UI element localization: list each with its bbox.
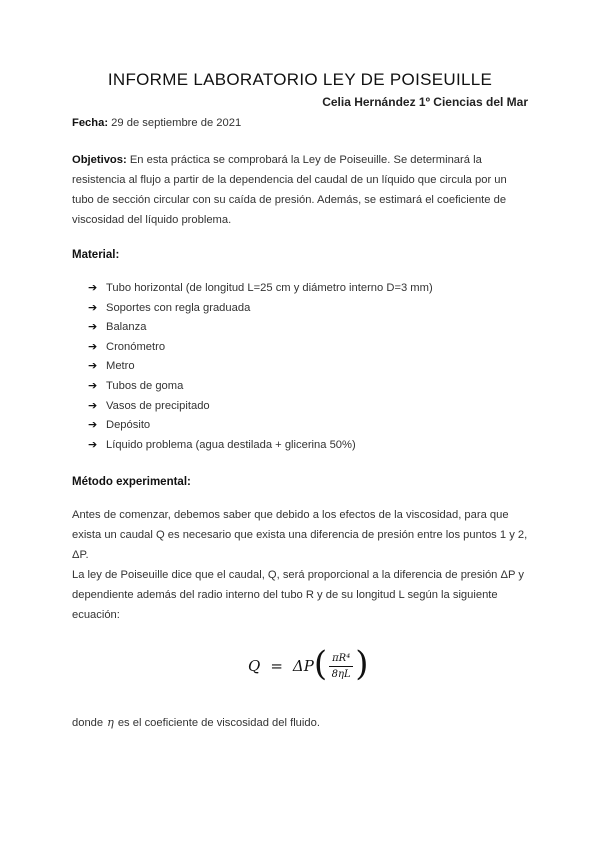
arrow-icon: ➔ [88, 340, 98, 353]
arrow-icon: ➔ [88, 282, 98, 294]
arrow-icon: ➔ [88, 379, 98, 392]
eta-symbol: η [107, 716, 114, 729]
objectives-paragraph [72, 150, 528, 230]
poiseuille-equation [248, 646, 368, 686]
right-paren: ) [355, 644, 369, 684]
equation-fraction [329, 653, 353, 680]
list-item: ➔ Metro [88, 357, 433, 377]
fraction-numerator: πR⁴ [329, 653, 353, 667]
equation-equals: = [270, 657, 283, 675]
arrow-icon: ➔ [88, 399, 98, 412]
method-paragraph-2: La ley de Poiseuille dice que el caudal, Q, será proporcional a la diferencia de presión ΔP y dependiente además del radio interno del tubo R y de su longitud L según la siguiente ecuación: [72, 569, 524, 621]
list-item: ➔ Tubos de goma [88, 377, 433, 397]
objectives-text: En esta práctica se comprobará la Ley de Poiseuille. Se determinará la resistencia al flujo a partir de la dependencia del caudal de un líquido que circula por un tubo de sección circular con su caída de presión. Además, se estimará el coeficiente de viscosidad del líquido problema. [72, 154, 507, 226]
viscosity-note: donde η es el coeficiente de viscosidad del fluido. [72, 716, 320, 729]
author-line: Celia Hernández 1º Ciencias del Mar [322, 95, 528, 109]
arrow-icon: ➔ [88, 321, 98, 334]
material-list [88, 279, 433, 455]
equation-delta-p: ΔP [292, 657, 314, 675]
arrow-icon: ➔ [88, 438, 98, 451]
list-item: ➔ Balanza [88, 318, 433, 338]
list-item: ➔ Cronómetro [88, 338, 433, 358]
date-line [72, 113, 528, 133]
list-item: ➔ Vasos de precipitado [88, 397, 433, 417]
objectives-label: Objetivos: [72, 154, 127, 166]
list-item: ➔ Soportes con regla graduada [88, 299, 433, 319]
arrow-icon: ➔ [88, 301, 98, 314]
arrow-icon: ➔ [88, 419, 98, 432]
left-paren: ( [313, 644, 328, 684]
equation-lhs: Q [248, 657, 261, 675]
list-item: ➔ Líquido problema (agua destilada + glicerina 50%) [88, 436, 433, 456]
method-heading: Método experimental: [72, 476, 191, 488]
list-item: ➔ Depósito [88, 416, 433, 436]
document-title: INFORME LABORATORIO LEY DE POISEUILLE [107, 70, 493, 89]
arrow-icon: ➔ [88, 360, 98, 373]
date-value: 29 de septiembre de 2021 [111, 117, 242, 129]
list-item: ➔ Tubo horizontal (de longitud L=25 cm y diámetro interno D=3 mm) [88, 279, 433, 299]
method-paragraph-1: Antes de comenzar, debemos saber que debido a los efectos de la viscosidad, para que exista un caudal Q es necesario que exista una diferencia de presión entre los puntos 1 y 2, ΔP. [72, 509, 528, 561]
date-label: Fecha: [72, 117, 109, 129]
material-heading: Material: [72, 249, 120, 261]
fraction-denominator: 8ηL [331, 668, 351, 680]
